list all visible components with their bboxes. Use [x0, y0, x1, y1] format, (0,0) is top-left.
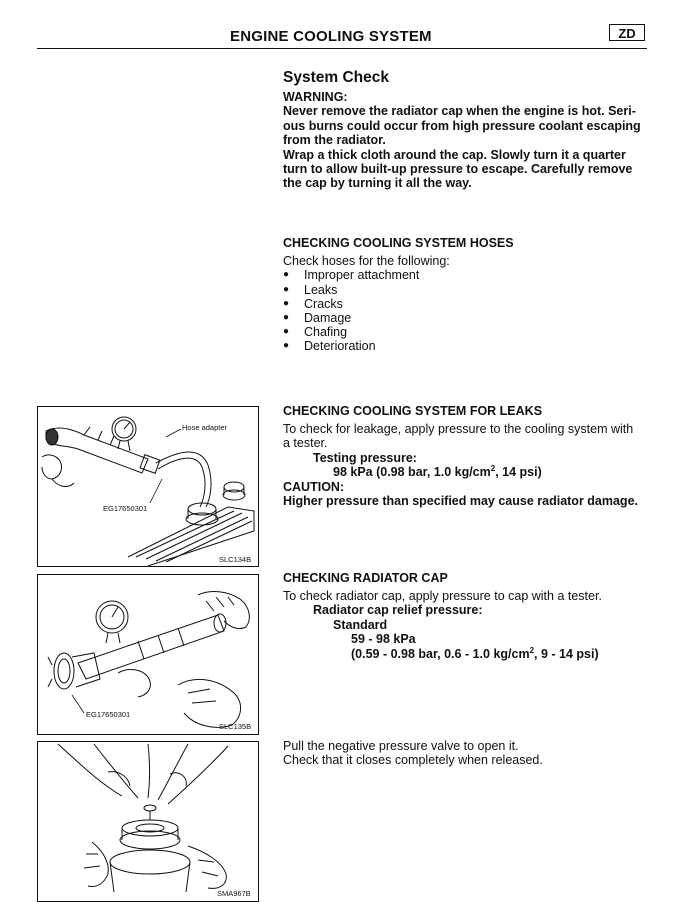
warning-line: the cap by turning it all the way. [283, 176, 472, 191]
figure-pressure-tester-system [37, 406, 259, 567]
figure-negative-valve [37, 741, 259, 902]
caution-label: CAUTION: [283, 479, 345, 494]
cap-section [283, 571, 655, 661]
list-item: ● Leaks [283, 283, 655, 297]
hoses-heading: CHECKING COOLING SYSTEM HOSES [283, 236, 514, 250]
list-item: ● Deterioration [283, 339, 655, 353]
list-item: ● Improper attachment [283, 268, 655, 282]
warning-line: ous burns could occur from high pressure coolant escaping [283, 118, 641, 133]
figure-cap-tester [37, 574, 259, 735]
warning-line: Never remove the radiator cap when the engine is hot. Seri- [283, 104, 636, 119]
leaks-section [283, 404, 655, 508]
figure-code: SMA967B [217, 889, 251, 898]
standard-alt-value: (0.59 - 0.98 bar, 0.6 - 1.0 $kg/cm^2$, 9 - 14 psi) [351, 645, 599, 661]
valve-line: Pull the negative pressure valve to open it. [283, 739, 519, 753]
caution-text: Higher pressure than specified may cause radiator damage. [283, 494, 638, 509]
list-item: ● Damage [283, 311, 655, 325]
hoses-list [283, 268, 655, 353]
hose-adapter-callout: Hose adapter [182, 423, 228, 432]
valve-line: Check that it closes completely when released. [283, 753, 543, 768]
testing-pressure-value: 98 kPa (0.98 bar, 1.0 $kg/cm^2$, 14 psi) [333, 464, 542, 480]
cap-tester-illustration [38, 575, 258, 734]
leaks-intro-line: a tester. [283, 436, 328, 451]
hoses-intro: Check hoses for the following: [283, 254, 450, 268]
warning-line: Wrap a thick cloth around the cap. Slowly turn it a quarter [283, 147, 626, 162]
hoses-section [283, 236, 655, 354]
cap-heading: CHECKING RADIATOR CAP [283, 571, 448, 585]
warning-line: from the radiator. [283, 133, 386, 148]
valve-illustration [38, 742, 258, 901]
section-badge: ZD [609, 24, 645, 41]
page-title: ENGINE COOLING SYSTEM [230, 28, 432, 45]
header-rule [37, 48, 647, 49]
list-item: ● Cracks [283, 297, 655, 311]
valve-section [283, 739, 655, 768]
system-check-section [283, 69, 655, 191]
figure-code: SLC135B [219, 722, 252, 731]
part-number-callout: EG17650301 [103, 504, 148, 513]
testing-pressure-label: Testing pressure: [313, 450, 417, 465]
warning-line: turn to allow built-up pressure to escape. Carefully remove [283, 162, 633, 177]
cap-spec-label: Radiator cap relief pressure: [313, 603, 483, 618]
standard-value: 59 - 98 kPa [351, 632, 416, 647]
leaks-heading: CHECKING COOLING SYSTEM FOR LEAKS [283, 404, 543, 418]
part-number-callout: EG17650301 [86, 710, 131, 719]
figure-code: SLC134B [219, 555, 252, 564]
standard-label: Standard [333, 617, 388, 632]
warning-label: WARNING: [283, 90, 348, 104]
cap-intro: To check radiator cap, apply pressure to cap with a tester. [283, 589, 602, 603]
leaks-intro-line: To check for leakage, apply pressure to the cooling system with [283, 422, 634, 436]
system-check-heading: System Check [283, 69, 389, 86]
list-item: ● Chafing [283, 325, 655, 339]
